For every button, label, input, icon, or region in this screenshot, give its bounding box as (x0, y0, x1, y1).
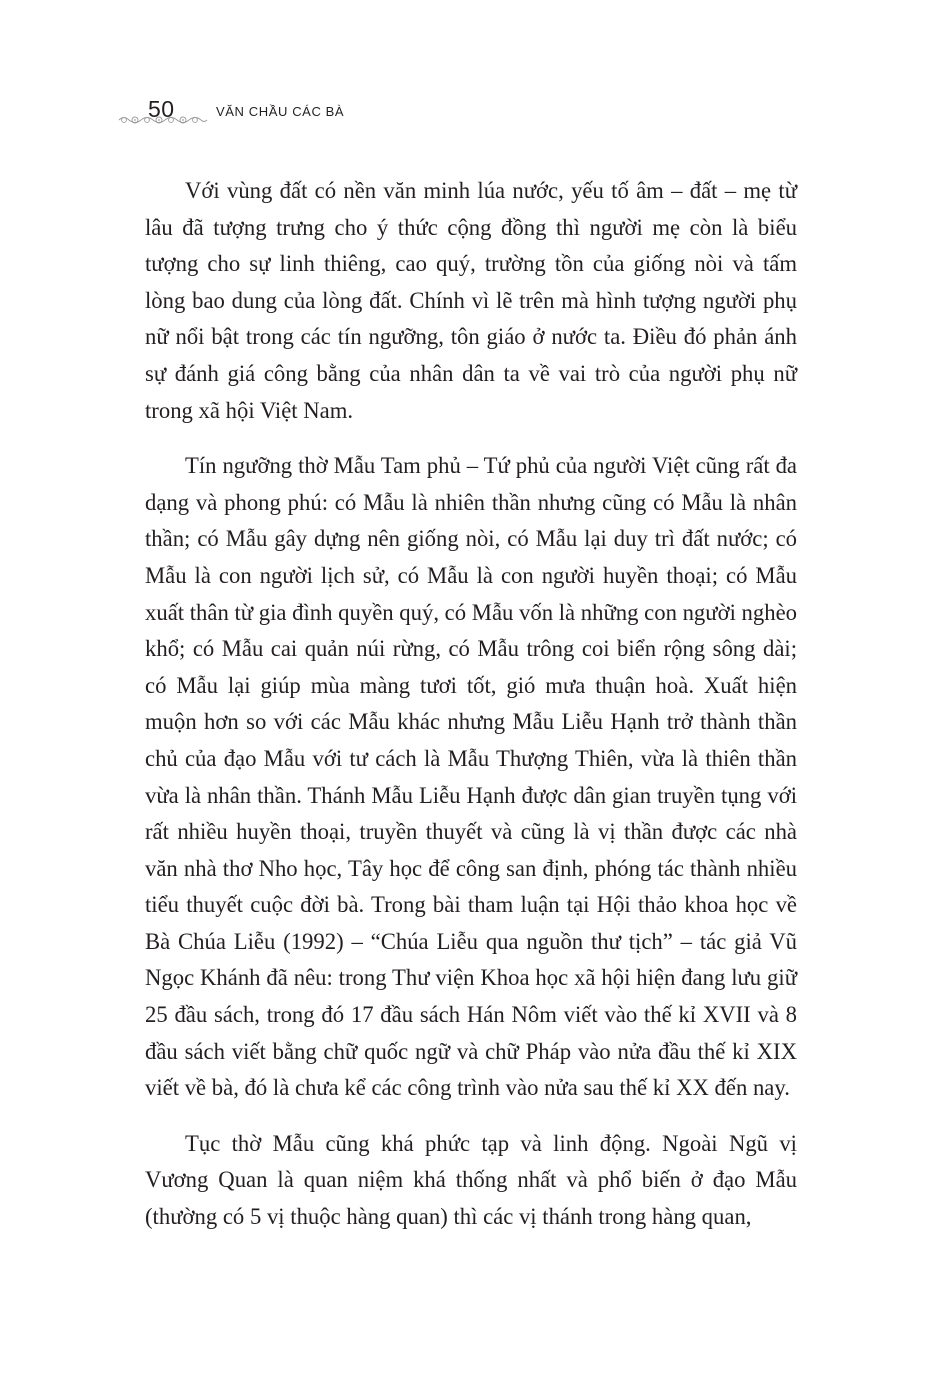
page-number: 50 (148, 96, 175, 122)
body-text (145, 173, 797, 1255)
paragraph-3: Tục thờ Mẫu cũng khá phức tạp và linh động. Ngoài Ngũ vị Vương Quan là quan niệm khá thống nhất và phổ biến ở đạo Mẫu (thường có 5 vị thuộc hàng quan) thì các vị thánh trong hàng quan, (145, 1130, 797, 1230)
paragraph-2: Tín ngưỡng thờ Mẫu Tam phủ – Tứ phủ của người Việt cũng rất đa dạng và phong phú: có Mẫu là nhiên thần nhưng cũng có Mẫu là nhân thần; có Mẫu gây dựng nên giống nòi, có Mẫu lại duy trì đất nước; có Mẫu là con người lịch sử, có Mẫu là con người huyền thoại; có Mẫu xuất thân từ gia đình quyền quý, có Mẫu vốn là những con người nghèo khổ; có Mẫu cai quản núi rừng, có Mẫu trông coi biển rộng sông dài; có Mẫu lại giúp mùa màng tươi tốt, gió mưa thuận hoà. Xuất hiện muộn hơn so với các Mẫu khác nhưng Mẫu Liễu Hạnh trở thành thần chủ của đạo Mẫu với tư cách là Mẫu Thượng Thiên, vừa là thiên thần vừa là nhân thần. Thánh Mẫu Liễu Hạnh được dân gian truyền tụng với rất nhiều huyền thoại, truyền thuyết và cũng là vị thần được các nhà văn nhà thơ Nho học, Tây học để công san định, phóng tác thành nhiều tiểu thuyết cuộc đời bà. Trong bài tham luận tại Hội thảo khoa học về Bà Chúa Liễu (1992) – “Chúa Liễu qua nguồn thư tịch” – tác giả Vũ Ngọc Khánh đã nêu: trong Thư viện Khoa học xã hội hiện đang lưu giữ 25 đầu sách, trong đó 17 đầu sách Hán Nôm viết vào thế kỉ XVII và 8 đầu sách viết bằng chữ quốc ngữ và chữ Pháp vào nửa đầu thế kỉ XIX viết về bà, đó là chưa kể các công trình vào nửa sau thế kỉ XX đến nay. (145, 453, 797, 1101)
paragraph-1: Với vùng đất có nền văn minh lúa nước, yếu tố âm – đất – mẹ từ lâu đã tượng trưng cho ý thức cộng đồng thì người mẹ còn là biểu tượng cho sự linh thiêng, cao quý, trường tồn của giống nòi và tấm lòng bao dung của lòng đất. Chính vì lẽ trên mà hình tượng người phụ nữ nổi bật trong các tín ngưỡng, tôn giáo ở nước ta. Điều đó phản ánh sự đánh giá công bằng của nhân dân ta về vai trò của người phụ nữ trong xã hội Việt Nam. (145, 178, 797, 423)
running-head: VĂN CHẦU CÁC BÀ (216, 104, 345, 119)
page-header (118, 92, 418, 136)
